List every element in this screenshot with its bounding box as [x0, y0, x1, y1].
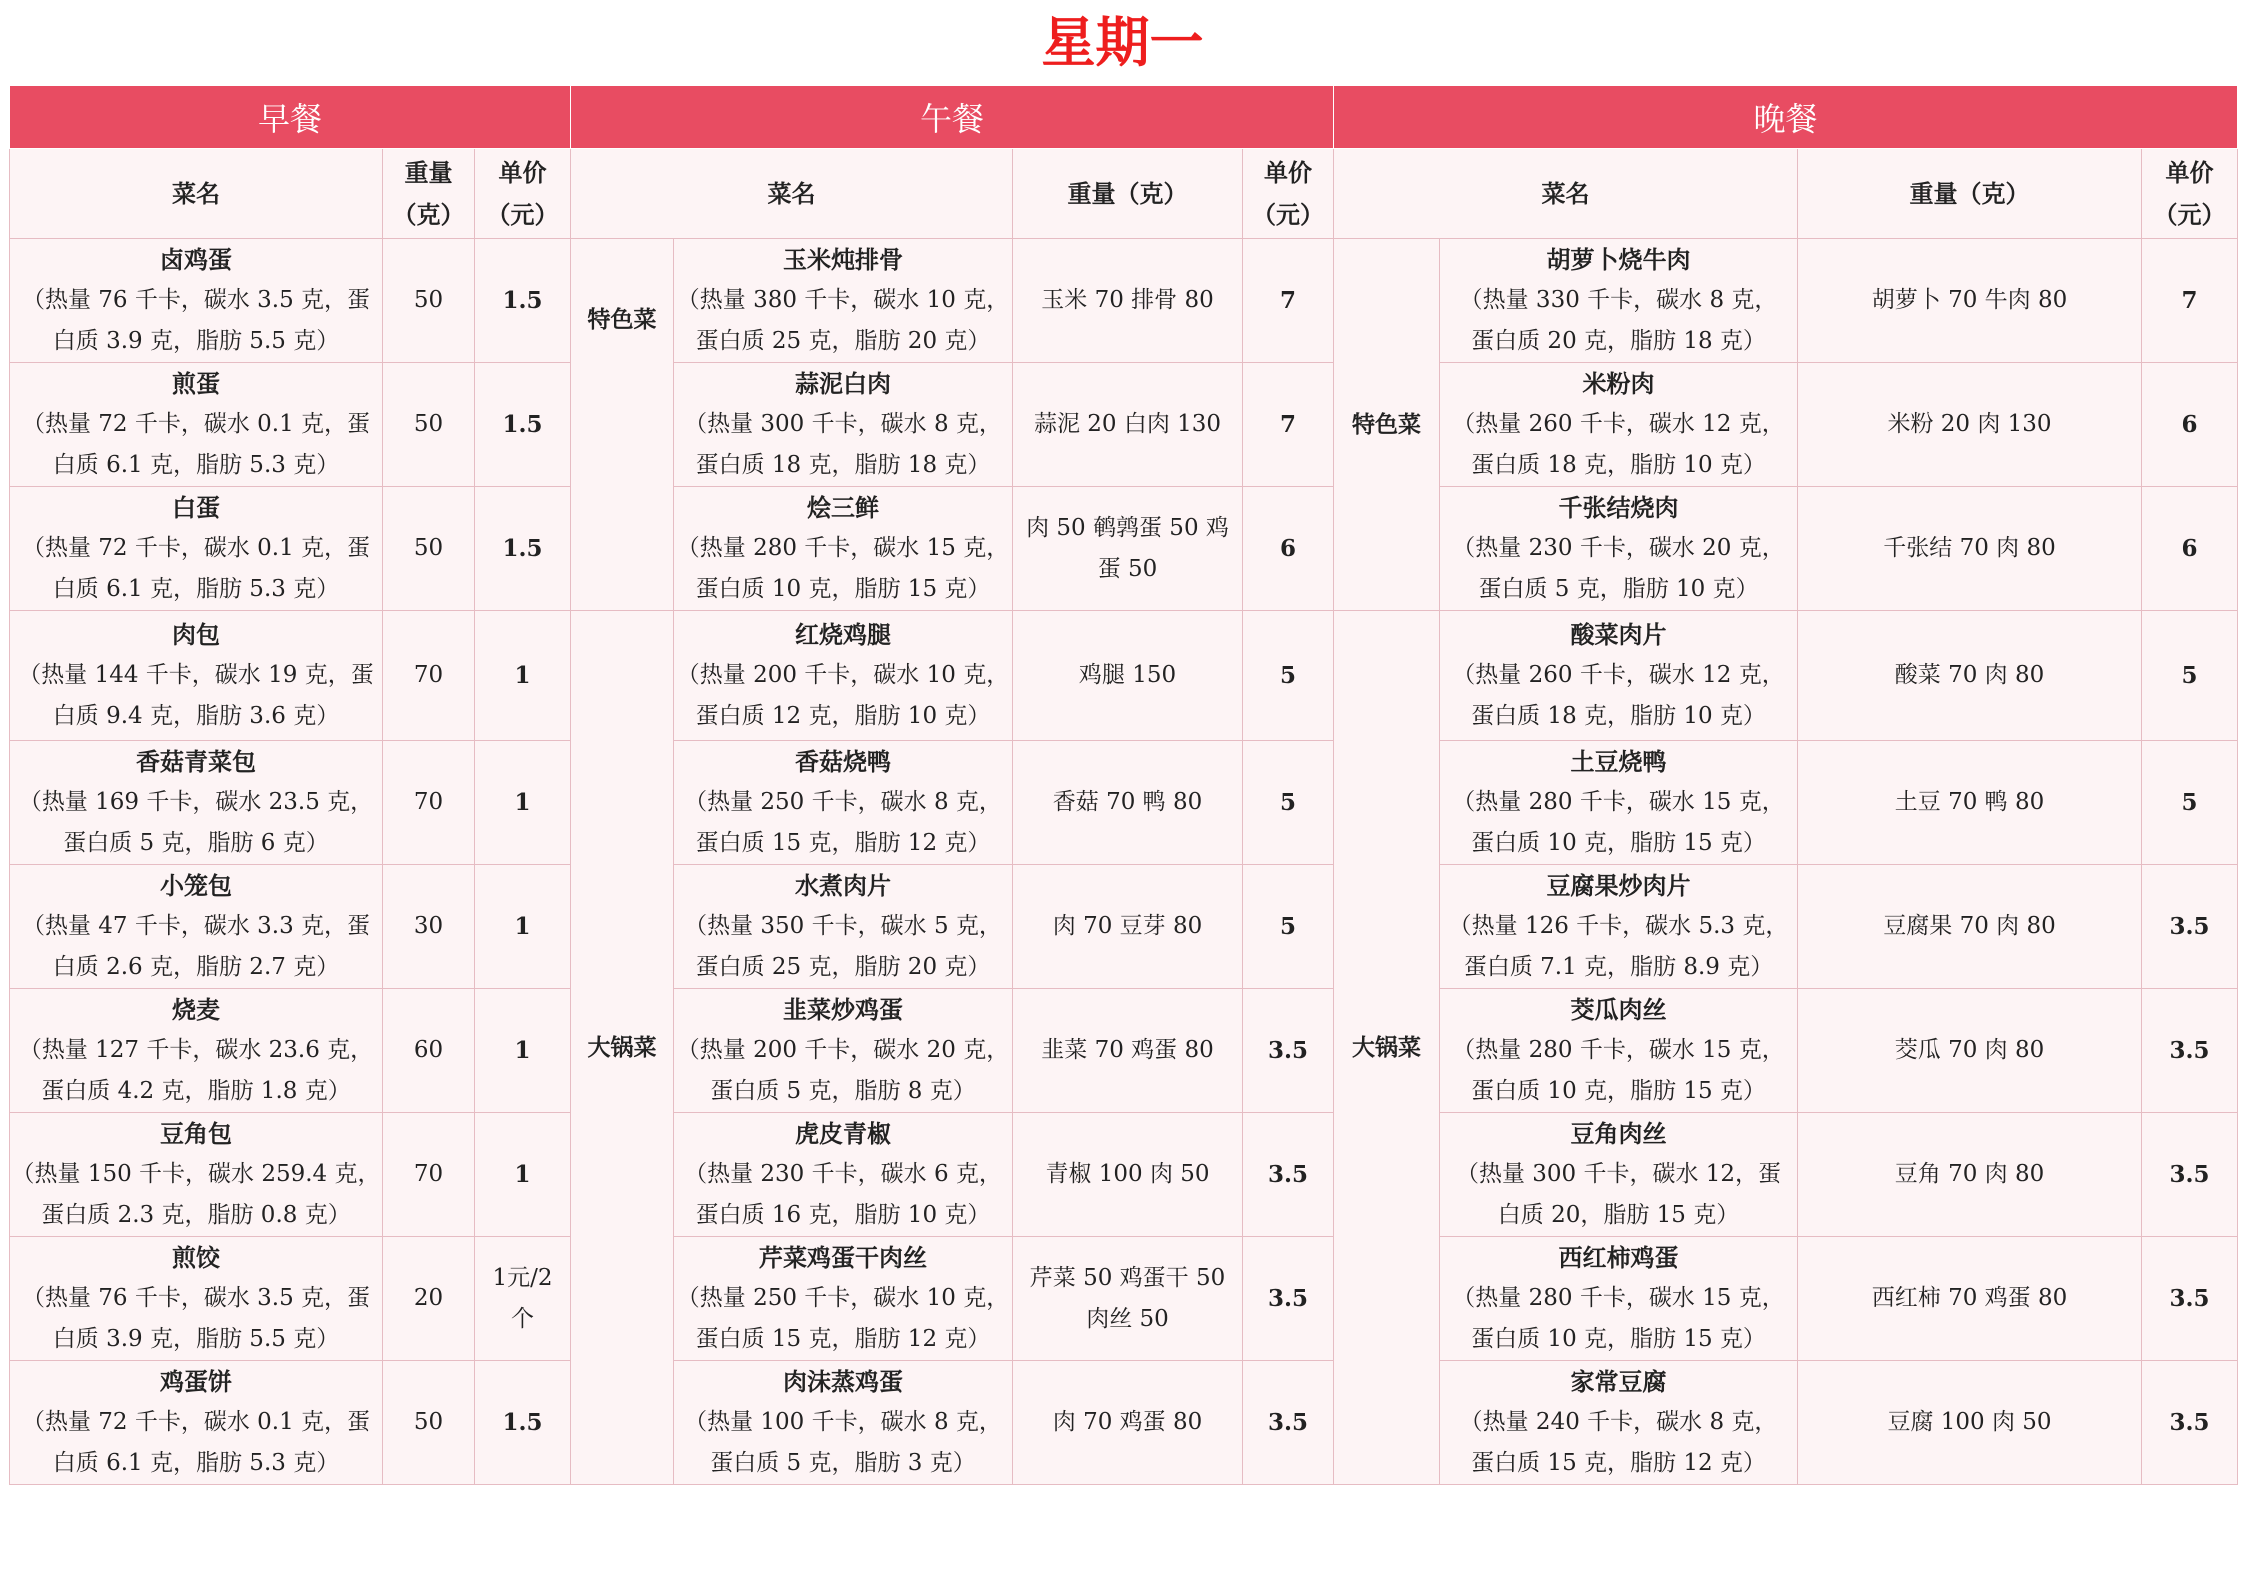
breakfast-price-cell: 1.5 [475, 487, 571, 611]
dish-name: 烩三鲜 [807, 493, 879, 522]
lunch-dish-cell [674, 865, 1013, 989]
nutrition-line: （热量 76 千卡，碳水 3.5 克，蛋 [21, 287, 371, 313]
column-header-row [10, 149, 2238, 239]
weight-text: 豆腐果 70 肉 80 [1883, 913, 2056, 939]
nutrition-line: 蛋白质 25 克，脂肪 20 克） [695, 328, 991, 354]
nutrition-info [1440, 655, 1797, 737]
nutrition-info [674, 1154, 1012, 1236]
table-row [10, 611, 2238, 741]
nutrition-line: （热量 280 千卡，碳水 15 克， [1452, 1037, 1785, 1063]
nutrition-info [10, 528, 382, 610]
col-header-text: （元） [1252, 199, 1324, 229]
dinner-weight-cell [1798, 989, 2142, 1113]
nutrition-line: 白质 3.9 克，脂肪 5.5 克） [52, 328, 340, 354]
dinner-weight-cell [1798, 239, 2142, 363]
breakfast-dish-cell [10, 865, 383, 989]
nutrition-info [674, 404, 1012, 486]
table-row [10, 741, 2238, 865]
dish-name: 酸菜肉片 [1570, 620, 1667, 649]
lunch-weight-cell [1013, 1361, 1243, 1485]
nutrition-line: 蛋白质 10 克，脂肪 15 克） [1471, 830, 1766, 856]
dinner-weight-cell [1798, 1237, 2142, 1361]
breakfast-weight-cell: 30 [383, 865, 475, 989]
lunch-category-pot: 大锅菜 [571, 611, 674, 1485]
col-header-lunch-weight: 重量（克） [1013, 149, 1243, 239]
weight-text: 豆角 70 肉 80 [1894, 1161, 2045, 1187]
nutrition-info [674, 655, 1012, 737]
nutrition-line: 蛋白质 16 克，脂肪 10 克） [695, 1202, 991, 1228]
nutrition-info [674, 906, 1012, 988]
nutrition-line: 蛋白质 4.2 克，脂肪 1.8 克） [41, 1078, 351, 1104]
weight-text: 千张结 70 肉 80 [1883, 535, 2056, 561]
dish-name: 西红柿鸡蛋 [1558, 1243, 1679, 1272]
weight-text: 西红柿 70 鸡蛋 80 [1871, 1285, 2068, 1311]
col-header-text: 单价 [1264, 157, 1312, 187]
weight-text: 肉 50 鹌鹑蛋 50 鸡 [1026, 514, 1229, 541]
table-row [10, 989, 2238, 1113]
nutrition-line: （热量 330 千卡，碳水 8 克， [1459, 287, 1778, 313]
breakfast-dish-cell [10, 741, 383, 865]
dinner-price-cell: 3.5 [2142, 1237, 2238, 1361]
dinner-category-pot: 大锅菜 [1334, 611, 1440, 1485]
lunch-price-cell: 5 [1243, 611, 1334, 741]
meal-header-dinner: 晚餐 [1334, 86, 2238, 149]
dish-name: 虎皮青椒 [795, 1119, 891, 1148]
nutrition-info [674, 528, 1012, 610]
col-header-dinner-name: 菜名 [1334, 149, 1798, 239]
col-header-text: 单价 [2165, 157, 2214, 187]
dinner-dish-cell [1440, 1361, 1798, 1485]
dish-name: 烧麦 [172, 995, 220, 1024]
breakfast-price-cell: 1 [475, 989, 571, 1113]
menu-body [10, 239, 2238, 1485]
col-header-breakfast-name: 菜名 [10, 149, 383, 239]
breakfast-dish-cell [10, 363, 383, 487]
nutrition-line: 蛋白质 5 克，脂肪 10 克） [1478, 576, 1759, 602]
lunch-dish-cell [674, 487, 1013, 611]
dish-name: 家常豆腐 [1570, 1367, 1667, 1396]
dish-name: 豆角包 [160, 1119, 232, 1148]
table-row [10, 1361, 2238, 1485]
breakfast-price-cell: 1.5 [475, 363, 571, 487]
dish-name: 白蛋 [172, 493, 220, 522]
breakfast-weight-cell: 60 [383, 989, 475, 1113]
weight-text: 米粉 20 肉 130 [1887, 411, 2052, 437]
nutrition-line: 蛋白质 15 克，脂肪 12 克） [695, 830, 991, 856]
dinner-dish-cell [1440, 741, 1798, 865]
nutrition-line: （热量 350 千卡，碳水 5 克， [684, 913, 1002, 939]
lunch-weight-cell [1013, 363, 1243, 487]
breakfast-dish-cell [10, 1113, 383, 1237]
dinner-price-cell: 3.5 [2142, 989, 2238, 1113]
dish-name: 肉包 [172, 620, 220, 649]
nutrition-info [1440, 1402, 1797, 1484]
col-header-text: 重量 [404, 157, 453, 187]
nutrition-line: 蛋白质 25 克，脂肪 20 克） [695, 954, 991, 980]
weight-text: 酸菜 70 肉 80 [1894, 662, 2045, 688]
nutrition-line: 蛋白质 12 克，脂肪 10 克） [695, 703, 991, 729]
dish-name: 煎蛋 [172, 369, 220, 398]
weight-text: 胡萝卜 70 牛肉 80 [1871, 287, 2068, 313]
breakfast-weight-cell: 50 [383, 363, 475, 487]
dinner-weight-cell [1798, 363, 2142, 487]
dish-name: 土豆烧鸭 [1570, 747, 1667, 776]
nutrition-info [1440, 1030, 1797, 1112]
weight-text: 豆腐 100 肉 50 [1887, 1409, 2052, 1435]
col-header-text: 单价 [498, 157, 547, 187]
dish-name: 卤鸡蛋 [160, 245, 232, 274]
nutrition-line: 蛋白质 10 克，脂肪 15 克） [1471, 1078, 1766, 1104]
nutrition-info [10, 1030, 382, 1112]
nutrition-line: 白质 2.6 克，脂肪 2.7 克） [52, 954, 340, 980]
nutrition-line: （热量 280 千卡，碳水 15 克， [1452, 789, 1785, 815]
nutrition-info [1440, 782, 1797, 864]
lunch-price-cell: 7 [1243, 239, 1334, 363]
dinner-dish-cell [1440, 865, 1798, 989]
dinner-dish-cell [1440, 1237, 1798, 1361]
lunch-dish-cell [674, 239, 1013, 363]
dinner-price-cell: 3.5 [2142, 1113, 2238, 1237]
nutrition-line: 蛋白质 5 克，脂肪 6 克） [63, 830, 329, 856]
nutrition-line: （热量 127 千卡，碳水 23.6 克， [18, 1037, 374, 1063]
dinner-weight-cell [1798, 487, 2142, 611]
col-header-lunch-price [1243, 149, 1334, 239]
lunch-price-cell: 5 [1243, 741, 1334, 865]
nutrition-line: （热量 250 千卡，碳水 8 克， [684, 789, 1002, 815]
table-row [10, 1113, 2238, 1237]
nutrition-line: 蛋白质 15 克，脂肪 12 克） [1471, 1450, 1766, 1476]
nutrition-line: 白质 9.4 克，脂肪 3.6 克） [52, 703, 340, 729]
dinner-dish-cell [1440, 1113, 1798, 1237]
nutrition-line: 白质 6.1 克，脂肪 5.3 克） [52, 452, 340, 478]
nutrition-line: （热量 76 千卡，碳水 3.5 克，蛋 [21, 1285, 371, 1311]
nutrition-info [10, 1154, 382, 1236]
lunch-price-cell: 3.5 [1243, 1361, 1334, 1485]
dish-name: 玉米炖排骨 [783, 245, 903, 274]
nutrition-line: （热量 280 千卡，碳水 15 克， [1452, 1285, 1785, 1311]
nutrition-line: 蛋白质 2.3 克，脂肪 0.8 克） [41, 1202, 351, 1228]
lunch-dish-cell [674, 989, 1013, 1113]
breakfast-price-cell: 1.5 [475, 239, 571, 363]
lunch-dish-cell [674, 611, 1013, 741]
dinner-price-cell: 3.5 [2142, 865, 2238, 989]
nutrition-line: （热量 169 千卡，碳水 23.5 克， [18, 789, 374, 815]
dinner-dish-cell [1440, 239, 1798, 363]
nutrition-info [1440, 906, 1797, 988]
meal-header-lunch: 午餐 [571, 86, 1334, 149]
lunch-price-cell: 6 [1243, 487, 1334, 611]
nutrition-line: （热量 200 千卡，碳水 20 克， [676, 1037, 1010, 1063]
dinner-price-cell: 6 [2142, 487, 2238, 611]
lunch-dish-cell [674, 1361, 1013, 1485]
nutrition-info [10, 1402, 382, 1484]
lunch-weight-cell [1013, 239, 1243, 363]
nutrition-line: 白质 6.1 克，脂肪 5.3 克） [52, 1450, 340, 1476]
dinner-weight-cell [1798, 1361, 2142, 1485]
lunch-weight-cell [1013, 487, 1243, 611]
lunch-weight-cell [1013, 741, 1243, 865]
table-row [10, 865, 2238, 989]
nutrition-info [674, 280, 1012, 362]
col-header-lunch-name: 菜名 [571, 149, 1013, 239]
dish-name: 韭菜炒鸡蛋 [783, 995, 903, 1024]
lunch-weight-cell [1013, 611, 1243, 741]
lunch-price-cell: 3.5 [1243, 1237, 1334, 1361]
weight-text: 香菇 70 鸭 80 [1052, 789, 1203, 815]
breakfast-weight-cell: 70 [383, 1113, 475, 1237]
col-header-text: （元） [486, 199, 559, 229]
dinner-weight-cell [1798, 1113, 2142, 1237]
lunch-weight-cell [1013, 1237, 1243, 1361]
nutrition-line: （热量 230 千卡，碳水 20 克， [1452, 535, 1785, 561]
dinner-dish-cell [1440, 989, 1798, 1113]
nutrition-line: （热量 250 千卡，碳水 10 克， [676, 1285, 1010, 1311]
dinner-weight-cell [1798, 865, 2142, 989]
nutrition-info [10, 404, 382, 486]
lunch-price-cell: 3.5 [1243, 1113, 1334, 1237]
breakfast-price-cell: 1 [475, 741, 571, 865]
menu-table [9, 85, 2238, 1485]
nutrition-line: （热量 126 千卡，碳水 5.3 克， [1448, 913, 1789, 939]
dinner-price-cell: 3.5 [2142, 1361, 2238, 1485]
lunch-category-special: 特色菜 [571, 239, 674, 611]
nutrition-line: （热量 144 千卡，碳水 19 克，蛋 [18, 662, 374, 688]
nutrition-line: 蛋白质 10 克，脂肪 15 克） [695, 576, 991, 602]
dinner-dish-cell [1440, 611, 1798, 741]
weight-text: 茭瓜 70 肉 80 [1894, 1037, 2045, 1063]
meal-header-breakfast: 早餐 [10, 86, 571, 149]
table-row [10, 239, 2238, 363]
dish-name: 水煮肉片 [795, 871, 891, 900]
dish-name: 鸡蛋饼 [160, 1367, 232, 1396]
col-header-breakfast-price [475, 149, 571, 239]
nutrition-line: （热量 72 千卡，碳水 0.1 克，蛋 [21, 535, 371, 561]
weight-text: 青椒 100 肉 50 [1045, 1161, 1210, 1187]
nutrition-info [1440, 404, 1797, 486]
nutrition-info [674, 782, 1012, 864]
table-row [10, 363, 2238, 487]
nutrition-line: （热量 100 千卡，碳水 8 克， [684, 1409, 1002, 1435]
nutrition-info [674, 1030, 1012, 1112]
lunch-dish-cell [674, 1113, 1013, 1237]
dinner-price-cell: 6 [2142, 363, 2238, 487]
nutrition-info [1440, 1154, 1797, 1236]
weight-text: 蒜泥 20 白肉 130 [1033, 411, 1222, 437]
nutrition-line: 蛋白质 20 克，脂肪 18 克） [1471, 328, 1766, 354]
nutrition-info [10, 655, 382, 737]
breakfast-dish-cell [10, 1361, 383, 1485]
weight-text: 韭菜 70 鸡蛋 80 [1041, 1037, 1214, 1063]
nutrition-line: （热量 150 千卡，碳水 259.4 克， [11, 1161, 381, 1187]
breakfast-dish-cell [10, 1237, 383, 1361]
dish-name: 胡萝卜烧牛肉 [1546, 245, 1691, 274]
dish-name: 米粉肉 [1582, 369, 1655, 398]
dish-name: 红烧鸡腿 [795, 620, 891, 649]
nutrition-line: 蛋白质 18 克，脂肪 10 克） [1471, 452, 1766, 478]
nutrition-line: 白质 6.1 克，脂肪 5.3 克） [52, 576, 340, 602]
nutrition-info [1440, 528, 1797, 610]
dish-name: 蒜泥白肉 [795, 369, 891, 398]
lunch-dish-cell [674, 741, 1013, 865]
lunch-weight-cell [1013, 1113, 1243, 1237]
weight-text: 玉米 70 排骨 80 [1041, 287, 1214, 313]
dish-name: 香菇青菜包 [136, 747, 256, 776]
lunch-weight-cell [1013, 989, 1243, 1113]
nutrition-line: （热量 300 千卡，碳水 8 克， [684, 411, 1002, 437]
lunch-dish-cell [674, 363, 1013, 487]
dish-name: 小笼包 [160, 871, 232, 900]
breakfast-price-cell: 1.5 [475, 1361, 571, 1485]
weight-text: 肉 70 豆芽 80 [1052, 913, 1203, 939]
nutrition-line: 蛋白质 7.1 克，脂肪 8.9 克） [1463, 954, 1774, 980]
dish-name: 豆腐果炒肉片 [1546, 871, 1691, 900]
dinner-category-special: 特色菜 [1334, 239, 1440, 611]
weight-text: 肉丝 50 [1086, 1305, 1169, 1332]
dinner-weight-cell [1798, 611, 2142, 741]
breakfast-dish-cell [10, 239, 383, 363]
dinner-dish-cell [1440, 487, 1798, 611]
dinner-price-cell: 5 [2142, 741, 2238, 865]
nutrition-line: （热量 47 千卡，碳水 3.3 克，蛋 [21, 913, 371, 939]
nutrition-line: （热量 72 千卡，碳水 0.1 克，蛋 [21, 1409, 371, 1435]
dinner-dish-cell [1440, 363, 1798, 487]
dish-name: 芹菜鸡蛋干肉丝 [759, 1243, 927, 1272]
nutrition-line: 白质 3.9 克，脂肪 5.5 克） [52, 1326, 340, 1352]
breakfast-price-cell: 1 [475, 865, 571, 989]
nutrition-line: （热量 300 千卡，碳水 12，蛋 [1455, 1161, 1782, 1187]
nutrition-info [10, 782, 382, 864]
table-row [10, 1237, 2238, 1361]
nutrition-info [674, 1402, 1012, 1484]
col-header-breakfast-weight [383, 149, 475, 239]
weight-text: 鸡腿 150 [1078, 662, 1177, 688]
breakfast-weight-cell: 50 [383, 487, 475, 611]
dish-name: 茭瓜肉丝 [1570, 995, 1667, 1024]
dish-name: 煎饺 [172, 1243, 220, 1272]
dish-name: 肉沫蒸鸡蛋 [783, 1367, 903, 1396]
lunch-price-cell: 3.5 [1243, 989, 1334, 1113]
breakfast-weight-cell: 70 [383, 741, 475, 865]
nutrition-line: 蛋白质 18 克，脂肪 10 克） [1471, 703, 1766, 729]
lunch-dish-cell [674, 1237, 1013, 1361]
page-title: 星期一 [1041, 11, 1204, 74]
table-row [10, 487, 2238, 611]
breakfast-dish-cell [10, 989, 383, 1113]
nutrition-info [674, 1278, 1012, 1360]
col-header-text: （元） [2153, 199, 2226, 229]
breakfast-weight-cell: 50 [383, 239, 475, 363]
nutrition-info [1440, 1278, 1797, 1360]
nutrition-line: （热量 380 千卡，碳水 10 克， [676, 287, 1010, 313]
weight-text: 芹菜 50 鸡蛋干 50 [1029, 1264, 1226, 1291]
dinner-price-cell: 7 [2142, 239, 2238, 363]
breakfast-dish-cell [10, 487, 383, 611]
nutrition-line: （热量 72 千卡，碳水 0.1 克，蛋 [21, 411, 371, 437]
lunch-weight-cell [1013, 865, 1243, 989]
breakfast-price-cell: 1 [475, 611, 571, 741]
nutrition-line: （热量 280 千卡，碳水 15 克， [676, 535, 1010, 561]
nutrition-line: （热量 200 千卡，碳水 10 克， [676, 662, 1010, 688]
lunch-price-cell: 5 [1243, 865, 1334, 989]
breakfast-weight-cell: 50 [383, 1361, 475, 1485]
col-header-dinner-price [2142, 149, 2238, 239]
dish-name: 千张结烧肉 [1558, 493, 1679, 522]
nutrition-line: （热量 260 千卡，碳水 12 克， [1452, 662, 1785, 688]
dish-name: 豆角肉丝 [1570, 1119, 1667, 1148]
weight-text: 蛋 50 [1097, 555, 1158, 582]
breakfast-dish-cell [10, 611, 383, 741]
nutrition-line: 蛋白质 18 克，脂肪 18 克） [695, 452, 991, 478]
nutrition-line: 蛋白质 5 克，脂肪 8 克） [710, 1078, 976, 1104]
weight-text: 肉 70 鸡蛋 80 [1052, 1409, 1203, 1435]
dinner-price-cell: 5 [2142, 611, 2238, 741]
nutrition-line: 蛋白质 15 克，脂肪 12 克） [695, 1326, 991, 1352]
breakfast-price-cell: 1元/2个 [475, 1237, 571, 1361]
dinner-weight-cell [1798, 741, 2142, 865]
breakfast-weight-cell: 70 [383, 611, 475, 741]
nutrition-info [10, 906, 382, 988]
nutrition-line: 蛋白质 5 克，脂肪 3 克） [710, 1450, 976, 1476]
weight-text: 土豆 70 鸭 80 [1894, 789, 2045, 815]
nutrition-line: 白质 20，脂肪 15 克） [1497, 1202, 1740, 1228]
nutrition-info [1440, 280, 1797, 362]
meal-header-row [10, 86, 2238, 149]
nutrition-line: （热量 230 千卡，碳水 6 克， [684, 1161, 1002, 1187]
breakfast-price-cell: 1 [475, 1113, 571, 1237]
breakfast-weight-cell: 20 [383, 1237, 475, 1361]
dish-name: 香菇烧鸭 [795, 747, 891, 776]
nutrition-line: 蛋白质 10 克，脂肪 15 克） [1471, 1326, 1766, 1352]
col-header-text: （克） [392, 199, 465, 229]
nutrition-info [10, 1278, 382, 1360]
nutrition-line: （热量 260 千卡，碳水 12 克， [1452, 411, 1785, 437]
lunch-price-cell: 7 [1243, 363, 1334, 487]
nutrition-line: （热量 240 千卡，碳水 8 克， [1459, 1409, 1778, 1435]
nutrition-info [10, 280, 382, 362]
col-header-dinner-weight: 重量（克） [1798, 149, 2142, 239]
